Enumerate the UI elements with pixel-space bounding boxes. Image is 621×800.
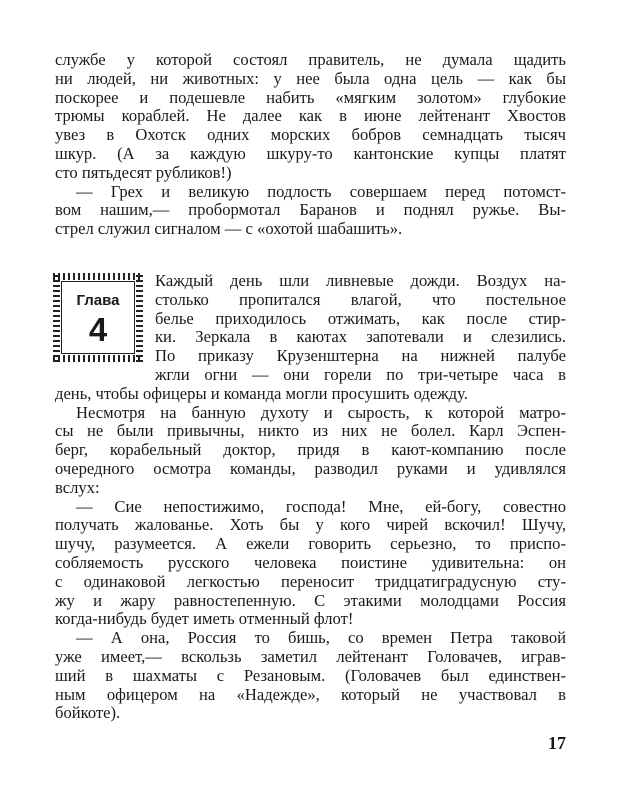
text-line: — А она, Россия то бишь, со времен Петра таковой <box>76 628 566 648</box>
text-line: получать жалованье. Хоть бы у кого чирей вскочил! Шучу, <box>55 515 566 535</box>
text-line: ни людей, ни животных: у нее была одна цель — как бы <box>55 68 566 88</box>
text-line: когда-нибудь будет иметь отменный флот! <box>55 609 354 629</box>
chapter-label: Глава <box>76 292 120 309</box>
paragraph <box>55 183 566 239</box>
page-number: 17 <box>548 733 566 753</box>
text-line: сы не были привычны, никто из них не болел. Карл Эспен- <box>55 421 566 441</box>
text-line: с одинаковой легкостью переносит тридцатиградусную сту- <box>55 571 566 591</box>
text-line: сто пятьдесят рубликов!) <box>55 162 232 182</box>
text-line: Несмотря на банную духоту и сырость, к которой матро- <box>76 402 566 422</box>
text-line: берг, корабельный доктор, придя в кают-компанию после <box>55 440 566 460</box>
text-line: вом нашим,— пробормотал Баранов и поднял ружье. Вы- <box>55 200 566 220</box>
paragraph <box>55 404 566 498</box>
text-block-top <box>55 51 566 239</box>
paragraph <box>55 272 566 404</box>
text-line: жгли огни — они горели по три-четыре часа в <box>155 364 566 384</box>
text-line: очередного осмотра команды, разводил руками и удивлялся <box>55 458 566 478</box>
paragraph <box>55 629 566 723</box>
paragraph <box>55 498 566 630</box>
chapter-number: 4 <box>88 311 108 348</box>
text-line: жу и жару равностепенную. С этакими молодцами Россия <box>55 590 566 610</box>
text-line: белье приходилось отжимать, как после стир- <box>155 308 566 328</box>
text-line: ным офицером на «Надежде», который не участвовал в <box>55 684 566 704</box>
text-line: трюмы кораблей. Не далее как в июне лейтенант Хвостов <box>55 106 566 126</box>
text-line: шкур. (А за каждую шкуру-то кантонские купцы платят <box>55 143 566 163</box>
text-line: ки. Зеркала в каютах запотевали и слезились. <box>155 327 566 347</box>
text-line: шучу, разумеется. А ежели говорить серьезно, то приспо- <box>55 534 566 554</box>
text-line: — Сие непостижимо, господа! Мне, ей-богу, совестно <box>76 496 566 516</box>
text-line: ший в шахматы с Резановым. (Головачев был единствен- <box>55 665 566 685</box>
text-line: увез в Охотск одних морских бобров семнадцать тысяч <box>55 125 566 145</box>
text-line: день, чтобы офицеры и команда могли просушить одежду. <box>55 383 468 403</box>
text-line: поскорее и подешевле набить «мягким золотом» глубокие <box>55 87 566 107</box>
text-line: По приказу Крузенштерна на нижней палубе <box>155 346 566 366</box>
text-line: уже имеет,— вскользь заметил лейтенант Головачев, играв- <box>55 646 566 666</box>
text-line: Каждый день шли ливневые дожди. Воздух на- <box>155 271 566 290</box>
text-block-chapter <box>55 272 566 723</box>
text-line: — Грех и великую подлость совершаем перед потомст- <box>76 181 566 201</box>
text-line: стрел служил сигналом — с «охотой шабашить». <box>55 219 403 239</box>
text-line: собляемость русского человека поистине удивительна: он <box>55 552 566 572</box>
text-line: службе у которой состоял правитель, не думала щадить <box>55 50 566 69</box>
text-line: бойкоте). <box>55 703 121 723</box>
text-line: столько пропитался влагой, что постельное <box>155 289 566 309</box>
paragraph <box>55 51 566 183</box>
text-line: вслух: <box>55 477 100 497</box>
